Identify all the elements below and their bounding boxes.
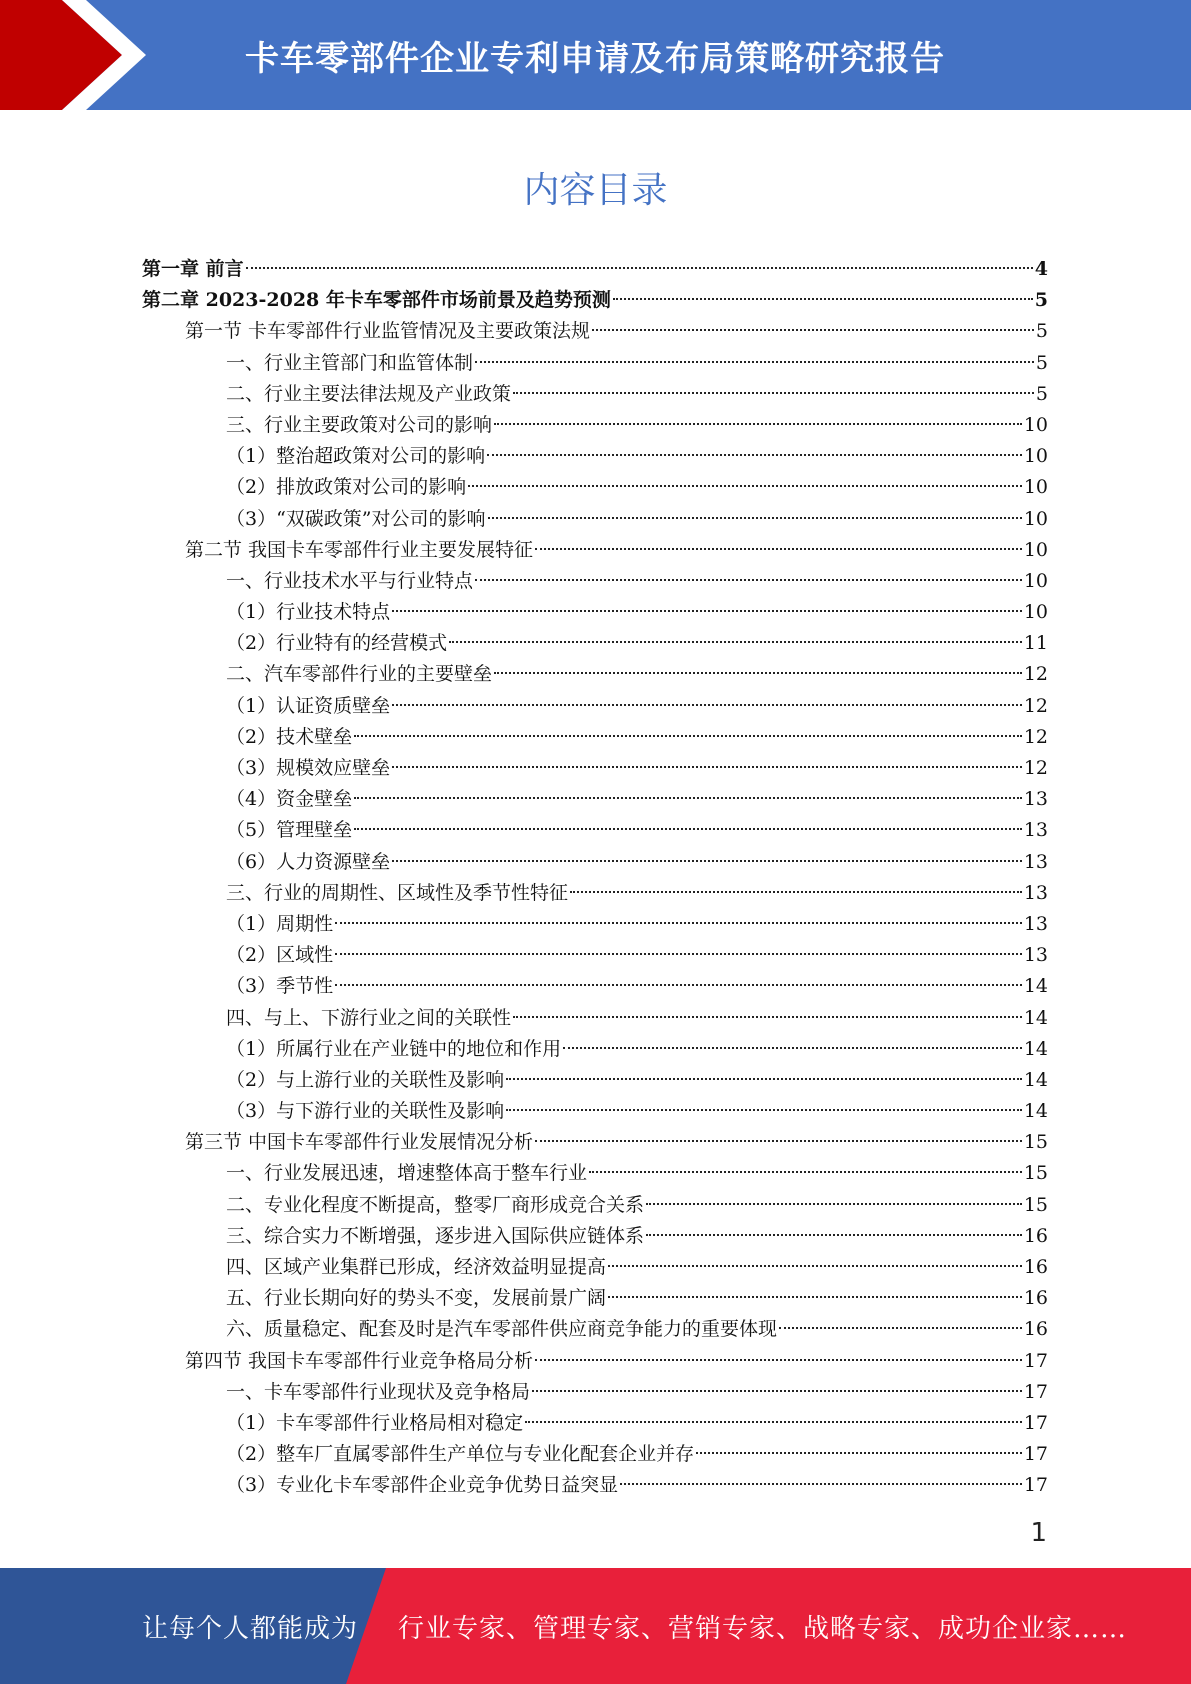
toc-leader-dots	[354, 797, 1022, 799]
toc-entry-label: 一、行业发展迅速，增速整体高于整车行业	[226, 1162, 588, 1185]
toc-entry-label: 三、行业的周期性、区域性及季节性特征	[226, 881, 569, 904]
toc-entry[interactable]	[142, 254, 1048, 285]
toc-leader-dots	[513, 1016, 1022, 1018]
toc-leader-dots	[487, 454, 1022, 456]
toc-entry[interactable]	[142, 441, 1048, 472]
toc-entry[interactable]	[142, 1408, 1048, 1439]
toc-leader-dots	[592, 329, 1034, 331]
toc-entry-label: （1）行业技术特点	[226, 601, 391, 624]
toc-entry-page: 10	[1023, 445, 1048, 468]
toc-entry-label: （2）行业特有的经营模式	[226, 632, 448, 655]
toc-entry[interactable]	[142, 1221, 1048, 1252]
toc-entry-label: 四、与上、下游行业之间的关联性	[226, 1006, 512, 1029]
toc-entry-page: 12	[1023, 663, 1048, 686]
toc-entry-page: 10	[1023, 507, 1048, 530]
toc-entry-page: 10	[1023, 413, 1048, 436]
toc-entry-label: 三、综合实力不断增强，逐步进入国际供应链体系	[226, 1224, 645, 1247]
toc-entry[interactable]	[142, 1096, 1048, 1127]
toc-entry-label: （1）卡车零部件行业格局相对稳定	[226, 1411, 524, 1434]
toc-entry[interactable]	[142, 1377, 1048, 1408]
toc-leader-dots	[392, 766, 1022, 768]
toc-entry[interactable]	[142, 847, 1048, 878]
toc-leader-dots	[392, 610, 1022, 612]
toc-entry-label: 四、区域产业集群已形成，经济效益明显提高	[226, 1256, 607, 1278]
toc-leader-dots	[646, 1234, 1022, 1236]
toc-entry-page: 15	[1023, 1162, 1048, 1185]
toc-leader-dots	[475, 579, 1022, 581]
toc-leader-dots	[608, 1296, 1022, 1298]
toc-entry-page: 10	[1023, 569, 1048, 592]
toc-entry-page: 17	[1023, 1411, 1048, 1434]
toc-entry-page: 17	[1023, 1443, 1048, 1466]
toc-entry[interactable]	[142, 878, 1048, 909]
toc-leader-dots	[608, 1265, 1022, 1267]
toc-entry-page: 11	[1023, 632, 1048, 655]
header-banner	[0, 0, 1191, 110]
toc-entry-page: 13	[1023, 819, 1048, 842]
toc-entry-label: 六、质量稳定、配套及时是汽车零部件供应商竞争能力的重要体现	[226, 1318, 778, 1341]
toc-entry[interactable]	[142, 316, 1048, 347]
toc-leader-dots	[246, 267, 1033, 269]
toc-leader-dots	[449, 641, 1022, 643]
toc-entry-label: （2）技术壁垒	[226, 725, 353, 748]
toc-entry[interactable]	[142, 566, 1048, 597]
toc-entry[interactable]	[142, 472, 1048, 503]
toc-leader-dots	[494, 672, 1022, 674]
toc-entry-page: 14	[1023, 1037, 1048, 1060]
toc-entry-page: 14	[1023, 1006, 1048, 1029]
toc-entry[interactable]	[142, 410, 1048, 441]
toc-entry-page: 16	[1023, 1318, 1048, 1341]
toc-entry-label: 二、汽车零部件行业的主要壁垒	[226, 663, 493, 686]
toc-leader-dots	[696, 1452, 1022, 1454]
toc-entry[interactable]	[142, 1034, 1048, 1065]
toc-entry-page: 17	[1023, 1474, 1048, 1497]
toc-leader-dots	[335, 953, 1022, 955]
toc-entry-label: （5）管理壁垒	[226, 819, 353, 842]
toc-leader-dots	[488, 517, 1022, 519]
toc-leader-dots	[563, 1047, 1022, 1049]
toc-entry-label: 第三节 中国卡车零部件行业发展情况分析	[185, 1131, 534, 1154]
toc-leader-dots	[570, 891, 1022, 893]
toc-entry[interactable]	[142, 504, 1048, 535]
toc-leader-dots	[779, 1327, 1022, 1329]
toc-entry-page: 16	[1023, 1256, 1048, 1278]
toc-entry[interactable]	[142, 940, 1048, 971]
toc-entry[interactable]	[142, 379, 1048, 410]
toc-entry-label: 第一章 前言	[142, 258, 244, 280]
toc-entry-label: 五、行业长期向好的势头不变，发展前景广阔	[226, 1287, 607, 1310]
toc-entry-page: 12	[1023, 725, 1048, 748]
toc-entry-label: （1）所属行业在产业链中的地位和作用	[226, 1037, 562, 1060]
toc-entry-page: 15	[1023, 1193, 1048, 1216]
toc-entry[interactable]	[142, 1252, 1048, 1283]
toc-entry-label: （3）季节性	[226, 975, 334, 998]
toc-leader-dots	[506, 1109, 1022, 1111]
toc-entry-label: 一、行业主管部门和监管体制	[226, 351, 474, 374]
toc-entry[interactable]	[142, 1158, 1048, 1189]
toc-leader-dots	[525, 1421, 1022, 1423]
toc-entry-label: （2）整车厂直属零部件生产单位与专业化配套企业并存	[226, 1443, 695, 1466]
toc-entry-label: （4）资金壁垒	[226, 788, 353, 811]
toc-leader-dots	[494, 423, 1022, 425]
toc-leader-dots	[354, 735, 1022, 737]
toc-entry[interactable]	[142, 753, 1048, 784]
footer-banner	[0, 1568, 1191, 1684]
toc-entry-label: 二、行业主要法律法规及产业政策	[226, 382, 512, 405]
toc-leader-dots	[513, 392, 1034, 394]
toc-leader-dots	[535, 548, 1022, 550]
toc-entry-page: 12	[1023, 757, 1048, 779]
toc-entry-page: 4	[1034, 258, 1048, 280]
toc-entry-label: 二、专业化程度不断提高，整零厂商形成竞合关系	[226, 1193, 645, 1216]
toc-entry-label: 第二章 2023-2028 年卡车零部件市场前景及趋势预测	[142, 289, 611, 312]
toc-entry-label: （2）区域性	[226, 944, 334, 967]
toc-entry-page: 5	[1034, 289, 1048, 312]
toc-entry[interactable]	[142, 971, 1048, 1002]
toc-entry[interactable]	[142, 597, 1048, 628]
toc-entry-label: 第二节 我国卡车零部件行业主要发展特征	[185, 538, 534, 561]
toc-entry-label: 第四节 我国卡车零部件行业竞争格局分析	[185, 1349, 534, 1372]
toc-entry-label: （6）人力资源壁垒	[226, 850, 391, 873]
toc-leader-dots	[646, 1203, 1022, 1205]
toc-entry-label: （1）整治超政策对公司的影响	[226, 445, 486, 468]
toc-entry-label: （3）规模效应壁垒	[226, 757, 391, 779]
toc-entry-page: 13	[1023, 881, 1048, 904]
toc-entry-label: 三、行业主要政策对公司的影响	[226, 413, 493, 436]
toc-entry[interactable]	[142, 628, 1048, 659]
toc-leader-dots	[535, 1359, 1022, 1361]
toc-leader-dots	[535, 1140, 1022, 1142]
toc-leader-dots	[335, 984, 1022, 986]
toc-leader-dots	[475, 361, 1034, 363]
toc-entry[interactable]	[142, 1439, 1048, 1470]
toc-leader-dots	[335, 922, 1022, 924]
toc-entry[interactable]	[142, 1127, 1048, 1158]
toc-entry-page: 5	[1035, 351, 1048, 374]
toc-entry[interactable]	[142, 691, 1048, 722]
toc-entry-page: 16	[1023, 1224, 1048, 1247]
toc-entry-page: 13	[1023, 788, 1048, 811]
chevron-arrow-icon	[0, 0, 150, 110]
toc-entry-page: 16	[1023, 1287, 1048, 1310]
toc-entry-page: 14	[1023, 1068, 1048, 1091]
table-of-contents	[142, 254, 1048, 1502]
toc-entry[interactable]	[142, 1314, 1048, 1345]
toc-entry-label: 一、卡车零部件行业现状及竞争格局	[226, 1380, 531, 1403]
toc-entry-page: 14	[1023, 1100, 1048, 1123]
toc-heading: 内容目录	[523, 170, 668, 211]
toc-leader-dots	[532, 1390, 1022, 1392]
footer-slogan-right: 行业专家、管理专家、营销专家、战略专家、成功企业家……	[398, 1613, 1128, 1644]
toc-entry[interactable]	[142, 1190, 1048, 1221]
toc-leader-dots	[468, 485, 1022, 487]
toc-entry[interactable]	[142, 909, 1048, 940]
toc-entry[interactable]	[142, 815, 1048, 846]
toc-entry[interactable]	[142, 1065, 1048, 1096]
toc-entry-label: 第一节 卡车零部件行业监管情况及主要政策法规	[185, 320, 591, 343]
toc-entry[interactable]	[142, 1346, 1048, 1377]
toc-entry[interactable]	[142, 1283, 1048, 1314]
toc-entry-page: 13	[1023, 912, 1048, 935]
toc-entry-label: （3）“双碳政策”对公司的影响	[226, 507, 486, 530]
toc-entry-label: （3）专业化卡车零部件企业竞争优势日益突显	[226, 1474, 619, 1497]
toc-entry-page: 13	[1023, 850, 1048, 873]
toc-entry-page: 17	[1023, 1349, 1048, 1372]
toc-entry-page: 5	[1035, 382, 1048, 405]
toc-entry[interactable]	[142, 1470, 1048, 1501]
toc-entry[interactable]	[142, 348, 1048, 379]
toc-entry-label: 一、行业技术水平与行业特点	[226, 569, 474, 592]
toc-entry-label: （3）与下游行业的关联性及影响	[226, 1100, 505, 1123]
toc-entry[interactable]	[142, 1003, 1048, 1034]
toc-entry[interactable]	[142, 659, 1048, 690]
toc-entry-label: （2）排放政策对公司的影响	[226, 476, 467, 499]
toc-leader-dots	[620, 1483, 1022, 1485]
toc-entry-label: （1）周期性	[226, 912, 334, 935]
toc-entry[interactable]	[142, 285, 1048, 316]
toc-entry-page: 5	[1035, 320, 1048, 343]
toc-entry[interactable]	[142, 535, 1048, 566]
toc-entry-page: 15	[1023, 1131, 1048, 1154]
toc-entry[interactable]	[142, 722, 1048, 753]
page-number: 1	[1030, 1518, 1047, 1548]
toc-entry-label: （2）与上游行业的关联性及影响	[226, 1068, 505, 1091]
toc-entry-page: 17	[1023, 1380, 1048, 1403]
toc-leader-dots	[392, 704, 1022, 706]
toc-entry-label: （1）认证资质壁垒	[226, 694, 391, 717]
toc-leader-dots	[589, 1171, 1022, 1173]
report-title: 卡车零部件企业专利申请及布局策略研究报告	[245, 38, 945, 79]
toc-entry-page: 10	[1023, 601, 1048, 624]
toc-entry[interactable]	[142, 784, 1048, 815]
toc-entry-page: 13	[1023, 944, 1048, 967]
footer-slogan-left: 让每个人都能成为	[142, 1613, 359, 1644]
toc-entry-page: 10	[1023, 538, 1048, 561]
toc-leader-dots	[354, 828, 1022, 830]
toc-entry-page: 12	[1023, 694, 1048, 717]
toc-entry-page: 14	[1023, 975, 1048, 998]
toc-entry-page: 10	[1023, 476, 1048, 499]
toc-leader-dots	[613, 298, 1033, 300]
toc-leader-dots	[506, 1078, 1022, 1080]
toc-leader-dots	[392, 860, 1022, 862]
